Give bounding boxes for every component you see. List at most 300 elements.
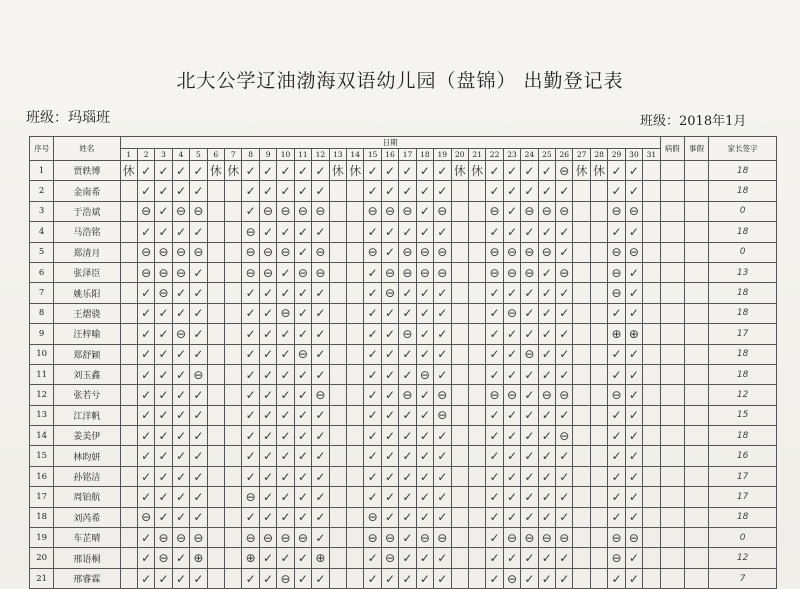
row-number: 11	[30, 364, 54, 384]
day-mark-c: ✓	[538, 283, 555, 303]
day-mark-b	[468, 344, 485, 364]
day-mark-a: ⊖	[155, 242, 172, 262]
day-mark-c: ✓	[381, 446, 398, 466]
day-mark-a: ⊖	[172, 242, 189, 262]
day-mark-c: ✓	[190, 181, 207, 201]
day-mark-c: ✓	[381, 487, 398, 507]
day-mark-r: 休	[451, 161, 468, 181]
day-mark-c: ✓	[381, 303, 398, 323]
day-mark-b	[590, 222, 607, 242]
personal-leave-cell	[684, 568, 708, 588]
day-mark-a: ⊖	[434, 405, 451, 425]
day-mark-b	[573, 446, 590, 466]
day-mark-a: ⊖	[521, 344, 538, 364]
day-mark-b	[643, 283, 660, 303]
day-mark-c: ✓	[312, 161, 329, 181]
day-mark-c: ✓	[538, 405, 555, 425]
day-mark-b	[468, 201, 485, 221]
day-mark-c: ✓	[416, 344, 433, 364]
day-mark-c: ✓	[521, 446, 538, 466]
day-mark-b	[225, 222, 242, 242]
day-mark-r: 休	[207, 161, 224, 181]
day-mark-c: ✓	[399, 507, 416, 527]
day-mark-c: ✓	[137, 181, 154, 201]
day-mark-r: 休	[120, 161, 137, 181]
day-mark-c: ✓	[364, 303, 381, 323]
day-mark-c: ✓	[259, 466, 276, 486]
day-mark-b	[643, 466, 660, 486]
day-mark-b	[329, 385, 346, 405]
day-mark-c: ✓	[556, 222, 573, 242]
day-mark-c: ✓	[190, 222, 207, 242]
personal-leave-cell	[684, 161, 708, 181]
day-mark-c: ✓	[416, 466, 433, 486]
student-name: 林昀妍	[54, 446, 120, 466]
day-mark-b	[207, 303, 224, 323]
table-row	[30, 161, 777, 181]
day-mark-c: ✓	[155, 364, 172, 384]
day-mark-c: ✓	[277, 507, 294, 527]
day-mark-b	[225, 181, 242, 201]
day-mark-a: ⊖	[155, 262, 172, 282]
day-mark-a: ⊖	[399, 385, 416, 405]
day-mark-b	[207, 548, 224, 568]
day-mark-c: ✓	[556, 242, 573, 262]
parent-signature: 18	[709, 181, 777, 201]
parent-signature: 13	[709, 262, 777, 282]
day-mark-b	[329, 466, 346, 486]
day-mark-c: ✓	[155, 446, 172, 466]
row-number: 18	[30, 507, 54, 527]
day-mark-c: ✓	[416, 487, 433, 507]
day-mark-c: ✓	[242, 201, 259, 221]
day-mark-c: ✓	[312, 364, 329, 384]
day-mark-c: ✓	[137, 446, 154, 466]
day-mark-c: ✓	[538, 364, 555, 384]
day-mark-c: ✓	[294, 324, 311, 344]
day-mark-c: ✓	[486, 528, 503, 548]
day-mark-b	[207, 487, 224, 507]
day-mark-c: ✓	[242, 446, 259, 466]
day-mark-a: ⊖	[259, 528, 276, 548]
day-mark-b	[573, 324, 590, 344]
day-mark-b	[451, 364, 468, 384]
header-name: 姓名	[54, 137, 120, 161]
day-mark-b	[643, 364, 660, 384]
day-mark-c: ✓	[259, 364, 276, 384]
header-day: 1	[120, 149, 137, 161]
day-mark-c: ✓	[172, 344, 189, 364]
day-mark-a: ⊖	[277, 568, 294, 588]
day-mark-b	[573, 568, 590, 588]
day-mark-a: ⊖	[503, 303, 520, 323]
day-mark-c: ✓	[381, 181, 398, 201]
day-mark-c: ✓	[556, 466, 573, 486]
parent-signature: 18	[709, 344, 777, 364]
day-mark-c: ✓	[503, 201, 520, 221]
day-mark-c: ✓	[190, 344, 207, 364]
day-mark-b	[643, 487, 660, 507]
day-mark-c: ✓	[381, 161, 398, 181]
day-mark-c: ✓	[155, 324, 172, 344]
day-mark-c: ✓	[294, 446, 311, 466]
day-mark-b	[573, 507, 590, 527]
day-mark-c: ✓	[155, 181, 172, 201]
day-mark-c: ✓	[521, 405, 538, 425]
day-mark-c: ✓	[434, 283, 451, 303]
day-mark-a: ⊖	[486, 385, 503, 405]
day-mark-c: ✓	[190, 568, 207, 588]
day-mark-c: ✓	[277, 466, 294, 486]
day-mark-c: ✓	[381, 242, 398, 262]
day-mark-b	[346, 201, 363, 221]
day-mark-a: ⊖	[486, 201, 503, 221]
day-mark-c: ✓	[625, 364, 642, 384]
day-mark-b	[590, 568, 607, 588]
day-mark-a: ⊖	[172, 201, 189, 221]
day-mark-c: ✓	[364, 426, 381, 446]
day-mark-c: ✓	[190, 303, 207, 323]
row-number: 16	[30, 466, 54, 486]
day-mark-b	[573, 222, 590, 242]
student-name: 于浩斌	[54, 201, 120, 221]
day-mark-a: ⊖	[434, 242, 451, 262]
day-mark-b	[329, 446, 346, 466]
day-mark-c: ✓	[172, 385, 189, 405]
day-mark-c: ✓	[364, 385, 381, 405]
day-mark-b	[225, 446, 242, 466]
day-mark-c: ✓	[155, 303, 172, 323]
day-mark-c: ✓	[486, 426, 503, 446]
day-mark-a: ⊖	[556, 201, 573, 221]
day-mark-c: ✓	[486, 344, 503, 364]
sick-leave-cell	[660, 405, 684, 425]
day-mark-b	[225, 364, 242, 384]
day-mark-c: ✓	[521, 303, 538, 323]
day-mark-a: ⊖	[399, 201, 416, 221]
header-day: 27	[573, 149, 590, 161]
day-mark-b	[643, 426, 660, 446]
day-mark-c: ✓	[538, 507, 555, 527]
day-mark-c: ✓	[294, 548, 311, 568]
day-mark-c: ✓	[172, 466, 189, 486]
day-mark-b	[590, 426, 607, 446]
day-mark-c: ✓	[608, 181, 625, 201]
personal-leave-cell	[684, 548, 708, 568]
day-mark-b	[120, 222, 137, 242]
header-day: 21	[468, 149, 485, 161]
day-mark-b	[225, 344, 242, 364]
sick-leave-cell	[660, 528, 684, 548]
day-mark-c: ✓	[416, 507, 433, 527]
sick-leave-cell	[660, 364, 684, 384]
row-number: 3	[30, 201, 54, 221]
row-number: 9	[30, 324, 54, 344]
day-mark-b	[468, 446, 485, 466]
day-mark-a: ⊖	[608, 283, 625, 303]
header-day: 30	[625, 149, 642, 161]
row-number: 2	[30, 181, 54, 201]
day-mark-a: ⊖	[294, 344, 311, 364]
day-mark-c: ✓	[190, 426, 207, 446]
day-mark-b	[346, 507, 363, 527]
day-mark-b	[643, 161, 660, 181]
day-mark-c: ✓	[312, 466, 329, 486]
day-mark-a: ⊖	[381, 201, 398, 221]
day-mark-b	[573, 283, 590, 303]
header-day: 10	[277, 149, 294, 161]
parent-signature: 18	[709, 303, 777, 323]
day-mark-c: ✓	[312, 426, 329, 446]
day-mark-b	[120, 283, 137, 303]
day-mark-b	[643, 222, 660, 242]
day-mark-c: ✓	[381, 364, 398, 384]
day-mark-c: ✓	[625, 222, 642, 242]
day-mark-a: ⊖	[312, 262, 329, 282]
day-mark-c: ✓	[625, 426, 642, 446]
day-mark-c: ✓	[137, 528, 154, 548]
personal-leave-cell	[684, 303, 708, 323]
personal-leave-cell	[684, 405, 708, 425]
day-mark-c: ✓	[294, 466, 311, 486]
day-mark-b	[468, 385, 485, 405]
day-mark-c: ✓	[259, 324, 276, 344]
day-mark-c: ✓	[190, 507, 207, 527]
day-mark-b	[346, 364, 363, 384]
day-mark-b	[451, 324, 468, 344]
sick-leave-cell	[660, 487, 684, 507]
day-mark-b	[643, 324, 660, 344]
day-mark-c: ✓	[503, 364, 520, 384]
day-mark-b	[225, 568, 242, 588]
day-mark-c: ✓	[294, 405, 311, 425]
day-mark-b	[643, 528, 660, 548]
header-day: 2	[137, 149, 154, 161]
day-mark-c: ✓	[521, 548, 538, 568]
student-name: 马浩铭	[54, 222, 120, 242]
day-mark-c: ✓	[259, 161, 276, 181]
day-mark-a: ⊖	[399, 324, 416, 344]
day-mark-c: ✓	[294, 568, 311, 588]
day-mark-c: ✓	[434, 466, 451, 486]
day-mark-a: ⊖	[503, 568, 520, 588]
parent-signature: 16	[709, 446, 777, 466]
day-mark-b	[590, 446, 607, 466]
day-mark-c: ✓	[434, 446, 451, 466]
student-name: 周铂航	[54, 487, 120, 507]
day-mark-c: ✓	[277, 161, 294, 181]
day-mark-c: ✓	[416, 324, 433, 344]
day-mark-b	[643, 344, 660, 364]
day-mark-b	[346, 405, 363, 425]
day-mark-c: ✓	[416, 548, 433, 568]
header-day: 7	[225, 149, 242, 161]
day-mark-c: ✓	[416, 161, 433, 181]
day-mark-c: ✓	[172, 222, 189, 242]
day-mark-b	[346, 262, 363, 282]
parent-signature: 18	[709, 283, 777, 303]
day-mark-c: ✓	[155, 344, 172, 364]
day-mark-b	[207, 466, 224, 486]
header-day: 19	[434, 149, 451, 161]
day-mark-c: ✓	[155, 507, 172, 527]
day-mark-b	[329, 548, 346, 568]
personal-leave-cell	[684, 466, 708, 486]
day-mark-c: ✓	[172, 364, 189, 384]
day-mark-c: ✓	[137, 364, 154, 384]
header-day: 16	[381, 149, 398, 161]
day-mark-b	[346, 344, 363, 364]
day-mark-b	[207, 262, 224, 282]
day-mark-a: ⊖	[556, 262, 573, 282]
row-number: 21	[30, 568, 54, 588]
day-mark-c: ✓	[625, 262, 642, 282]
table-row	[30, 283, 777, 303]
sick-leave-cell	[660, 426, 684, 446]
day-mark-a: ⊖	[416, 242, 433, 262]
day-mark-c: ✓	[381, 344, 398, 364]
day-mark-b	[120, 344, 137, 364]
day-mark-b	[643, 446, 660, 466]
day-mark-a: ⊖	[190, 201, 207, 221]
day-mark-a: ⊖	[503, 385, 520, 405]
day-mark-b	[643, 201, 660, 221]
day-mark-c: ✓	[416, 303, 433, 323]
day-mark-b	[590, 201, 607, 221]
day-mark-a: ⊖	[625, 528, 642, 548]
day-mark-b	[346, 548, 363, 568]
day-mark-c: ✓	[294, 426, 311, 446]
day-mark-b	[207, 426, 224, 446]
header-day: 12	[312, 149, 329, 161]
day-mark-b	[225, 303, 242, 323]
day-mark-a: ⊖	[434, 385, 451, 405]
day-mark-b	[643, 181, 660, 201]
day-mark-b	[120, 528, 137, 548]
day-mark-b	[451, 446, 468, 466]
day-mark-r: 休	[468, 161, 485, 181]
day-mark-c: ✓	[277, 324, 294, 344]
day-mark-c: ✓	[277, 405, 294, 425]
day-mark-c: ✓	[521, 222, 538, 242]
day-mark-c: ✓	[381, 324, 398, 344]
day-mark-b	[225, 487, 242, 507]
day-mark-c: ✓	[538, 161, 555, 181]
row-number: 7	[30, 283, 54, 303]
day-mark-b	[573, 201, 590, 221]
parent-signature: 18	[709, 426, 777, 446]
day-mark-b	[207, 446, 224, 466]
day-mark-a: ⊖	[277, 528, 294, 548]
day-mark-c: ✓	[434, 426, 451, 446]
day-mark-a: ⊖	[312, 242, 329, 262]
day-mark-b	[120, 507, 137, 527]
day-mark-c: ✓	[416, 385, 433, 405]
header-day: 17	[399, 149, 416, 161]
day-mark-b	[207, 385, 224, 405]
day-mark-c: ✓	[294, 242, 311, 262]
day-mark-a: ⊖	[486, 262, 503, 282]
day-mark-c: ✓	[277, 426, 294, 446]
day-mark-c: ✓	[294, 161, 311, 181]
day-mark-b	[207, 324, 224, 344]
day-mark-a: ⊖	[521, 201, 538, 221]
day-mark-c: ✓	[608, 222, 625, 242]
day-mark-b	[120, 303, 137, 323]
day-mark-c: ✓	[277, 181, 294, 201]
day-mark-b	[590, 548, 607, 568]
day-mark-b	[468, 528, 485, 548]
day-mark-c: ✓	[399, 426, 416, 446]
day-mark-a: ⊖	[503, 528, 520, 548]
day-mark-c: ✓	[399, 528, 416, 548]
day-mark-c: ✓	[242, 181, 259, 201]
day-mark-a: ⊖	[434, 262, 451, 282]
day-mark-c: ✓	[399, 161, 416, 181]
header-day: 31	[643, 149, 660, 161]
day-mark-c: ✓	[137, 487, 154, 507]
day-mark-c: ✓	[259, 487, 276, 507]
day-mark-b	[468, 426, 485, 446]
day-mark-c: ✓	[312, 344, 329, 364]
day-mark-b	[573, 548, 590, 568]
day-mark-c: ✓	[259, 405, 276, 425]
day-mark-a: ⊖	[137, 201, 154, 221]
header-day: 29	[608, 149, 625, 161]
table-row	[30, 385, 777, 405]
day-mark-c: ✓	[381, 466, 398, 486]
header-day: 23	[503, 149, 520, 161]
sick-leave-cell	[660, 242, 684, 262]
day-mark-c: ✓	[277, 262, 294, 282]
day-mark-c: ✓	[625, 344, 642, 364]
student-name: 车芷晴	[54, 528, 120, 548]
header-seq: 序号	[30, 137, 54, 161]
day-mark-b	[590, 303, 607, 323]
day-mark-c: ✓	[294, 222, 311, 242]
student-name: 江洋帆	[54, 405, 120, 425]
day-mark-a: ⊖	[608, 528, 625, 548]
day-mark-c: ✓	[538, 222, 555, 242]
student-name: 汪梓喻	[54, 324, 120, 344]
day-mark-a: ⊖	[381, 548, 398, 568]
day-mark-b	[346, 303, 363, 323]
day-mark-b	[207, 344, 224, 364]
table-row	[30, 364, 777, 384]
day-mark-c: ✓	[294, 364, 311, 384]
day-mark-c: ✓	[521, 324, 538, 344]
day-mark-a: ⊖	[381, 262, 398, 282]
day-mark-c: ✓	[172, 283, 189, 303]
day-mark-c: ✓	[608, 405, 625, 425]
day-mark-b	[573, 242, 590, 262]
day-mark-c: ✓	[556, 405, 573, 425]
day-mark-b	[590, 466, 607, 486]
day-mark-b	[573, 344, 590, 364]
day-mark-c: ✓	[434, 507, 451, 527]
day-mark-c: ✓	[312, 568, 329, 588]
day-mark-c: ✓	[556, 446, 573, 466]
class-label: 班级：玛瑙班	[26, 110, 110, 126]
row-number: 5	[30, 242, 54, 262]
header-day: 28	[590, 149, 607, 161]
table-row	[30, 466, 777, 486]
header-sign: 家长签字	[709, 137, 777, 161]
table-row	[30, 201, 777, 221]
day-mark-b	[573, 262, 590, 282]
day-mark-b	[120, 466, 137, 486]
day-mark-a: ⊖	[277, 242, 294, 262]
